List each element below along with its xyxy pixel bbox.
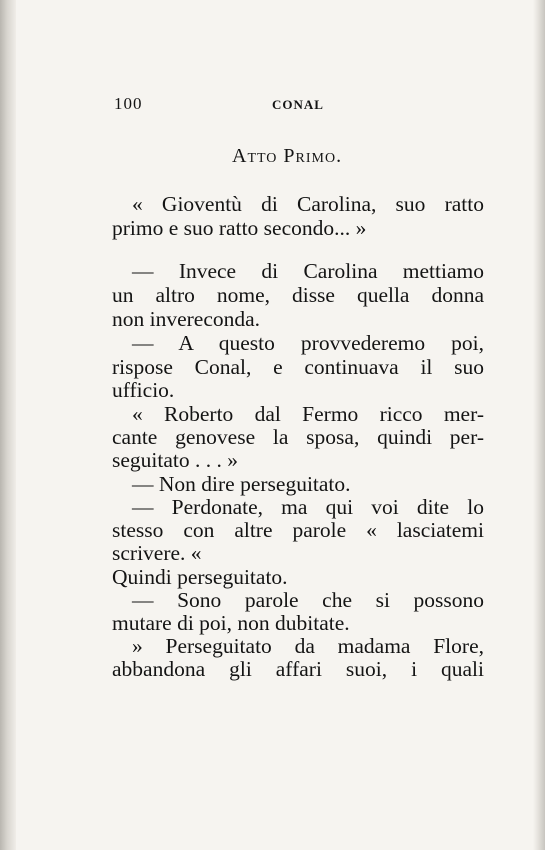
text-line: un altro nome, disse quella donna [112,283,484,307]
text-line: — Invece di Carolina mettiamo [132,259,484,283]
text-line: rispose Conal, e continuava il suo [112,355,484,379]
text-line: — A questo provvederemo poi, [132,331,484,355]
text-line: seguitato . . . » [112,448,238,472]
text-line: — Sono parole che si possono [132,588,484,612]
page-number: 100 [114,94,143,113]
running-title: CONAL [272,97,324,112]
text-line: » Perseguitato da madama Flore, [132,634,484,658]
text-line: ufficio. [112,378,175,402]
text-line: « Roberto dal Fermo ricco mer- [132,402,484,426]
page-edge-right [533,0,545,850]
text-line: Quindi perseguitato. [112,565,288,589]
text-line: non invereconda. [112,307,261,331]
page-edge-left [0,0,16,850]
text-line: scrivere. « [112,541,202,565]
text-line: primo e suo ratto secondo... » [112,216,367,240]
text-line: abbandona gli affari suoi, i quali [112,657,484,681]
text-line: — Non dire perseguitato. [132,472,351,496]
text-line: — Perdonate, ma qui voi dite lo [132,495,484,519]
text-line: mutare di poi, non dubitate. [112,611,350,635]
text-line: « Gioventù di Carolina, suo ratto [132,192,484,216]
text-line: stesso con altre parole « lasciatemi [112,518,484,542]
section-title: Atto Primo. [232,145,343,167]
text-line: cante genovese la sposa, quindi per- [112,425,484,449]
